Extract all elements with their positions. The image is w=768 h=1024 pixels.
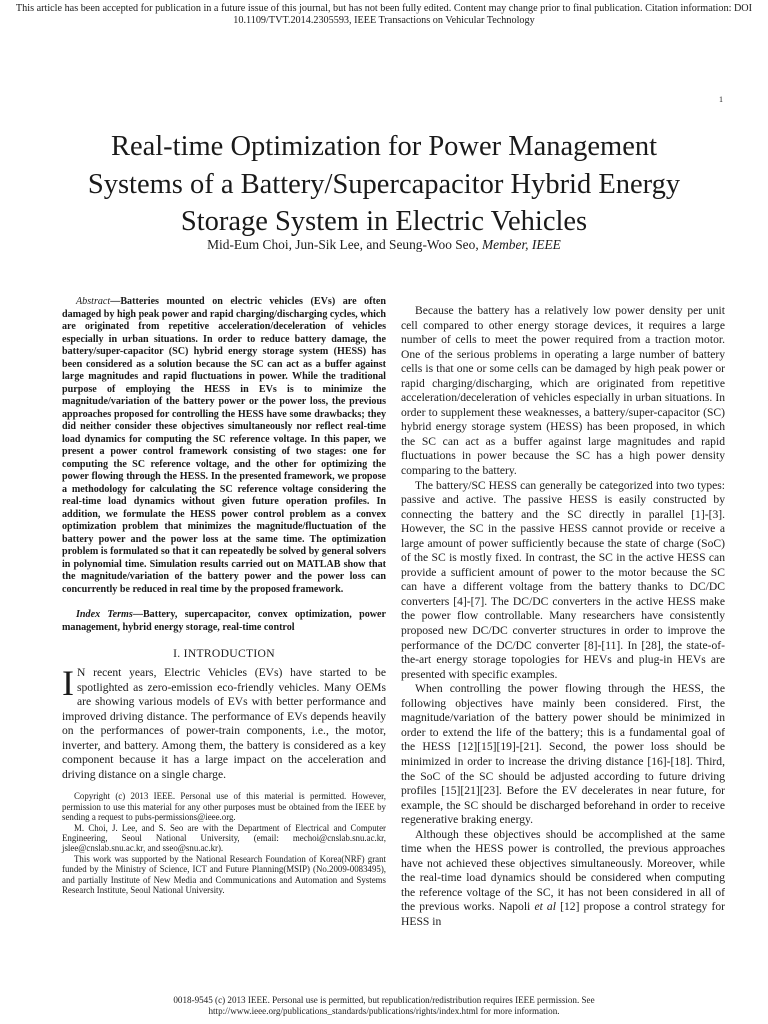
abstract-label: Abstract — [76, 296, 111, 307]
intro-paragraph-1-text: N recent years, Electric Vehicles (EVs) have started to be spotlighted as zero-emission eco-friendly vehicles. Many OEMs are showing various models of EVs with better performance and improved driving distance. The performance of EVs depends heavily on the performances of power-train components, i.e., the motor, inverter, and battery. Among them, the battery is considered as a key component because it has a large impact on the acceleration and driving distance on a single charge. — [62, 666, 386, 781]
right-column — [401, 304, 725, 930]
publication-banner — [8, 3, 760, 27]
footer-line-1: 0018-9545 (c) 2013 IEEE. Personal use is permitted, but republication/redistribution requires IEEE permission. See — [173, 995, 595, 1005]
author-list — [0, 236, 768, 253]
author-membership: Member, IEEE — [482, 237, 561, 252]
footer-line-2: http://www.ieee.org/publications_standards/publications/rights/index.html for more information. — [208, 1006, 560, 1016]
footnote-funding: This work was supported by the National Research Foundation of Korea(NRF) grant funded by the Ministry of Science, ICT and Future Planning(MSIP) (No.2009-0083495), and partially Institute of New Media and Communications and Automation and Systems Research Institute, Seoul National University. — [62, 853, 386, 896]
right-paragraph-4-post: [12] propose a control strategy for HESS in — [401, 900, 725, 928]
paper-title — [0, 128, 768, 241]
page-number: 1 — [719, 95, 723, 104]
right-paragraph-2: The battery/SC HESS can generally be categorized into two types: passive and active. The passive HESS is easily constructed by connecting the battery and the SC directly in parallel [1]-[3]. However, the SC in the passive HESS cannot provide or receive a large amount of power sufficiently because the state of charge (SoC) of the SC is mostly fixed. In contrast, the SC in the active HESS can provide a sufficient amount of power to the motor because the SC can have a different voltage from the battery thanks to DC/DC converters [4]-[7]. The DC/DC converters in the active HESS make the power flow controllable. Many researchers have consistently proposed new DC/DC converter structures in order to improve the performance of the DC/DC converter [8]-[11]. In [28], the state-of-the-art energy storage topologies for HEVs and plug-in HEVs are presented with specific examples. — [401, 478, 725, 681]
title-line-2: Systems of a Battery/Supercapacitor Hybrid Energy — [87, 168, 681, 200]
banner-line-2: 10.1109/TVT.2014.2305593, IEEE Transactions on Vehicular Technology — [233, 15, 535, 26]
title-line-3: Storage System in Electric Vehicles — [180, 206, 588, 237]
index-terms-label: Index Terms — [76, 609, 133, 620]
intro-paragraph-1 — [62, 663, 386, 782]
abstract-text: —Batteries mounted on electric vehicles (EVs) are often damaged by high peak power and rapid charging/discharging cycles, which are originated from repetitive acceleration/deceleration of vehicles especially in urban situations. In order to reduce battery damage, the battery/super-capacitor (SC) hybrid energy storage system (HESS) has been considered as a solution because the SC can act as a buffer against large magnitudes and rapid fluctuations in power. While the traditional purpose of employing the HESS in EVs is to minimize the magnitude/variation of the battery power or the power loss, the previous approaches proposed for controlling the HESS have some drawbacks; they did neither consider these objectives simultaneously nor reflect real-time load dynamics for computing the SC reference voltage. In this paper, we present a power control framework consisting of two stages: one for computing the SC reference voltage, and the other for optimizing the power flowing through the HESS. In the presented framework, we propose a methodology for calculating the SC reference voltage considering the real-time load dynamics without given future operation profiles. In addition, we formulate the HESS power control problem as a convex optimization problem that minimizes the magnitude/fluctuation of the battery power and the power loss at the same time. The optimization problem is formulated so that it can repeatedly be solved by general solvers in polynomial time. Simulation results carried out on MATLAB show that the magnitude/variation of the battery power and the power loss can concurrently be reduced in real time by the proposed framework. — [62, 296, 386, 595]
right-paragraph-1: Because the battery has a relatively low power density per unit cell compared to other energy storage devices, it requires a large number of cells to meet the power required from a traction motor. One of the serious problems in operating a large number of battery cells is that one or some cells can be damaged by high peak power or rapid charging/discharging, which are originated from repetitive acceleration/deceleration of vehicles especially in urban situations. In order to supplement these weaknesses, a battery/super-capacitor (SC) hybrid energy storage system (HESS) has been proposed, in which the SC can act as a buffer against large magnitudes and rapid fluctuations in power because the SC has a high power density comparing to the battery. — [401, 304, 725, 478]
right-paragraph-4-em: et al — [534, 900, 556, 914]
abstract — [62, 296, 386, 596]
index-terms — [62, 609, 386, 634]
left-column — [62, 296, 386, 895]
page-footer — [0, 995, 768, 1017]
footnote-affiliation: M. Choi, J. Lee, and S. Seo are with the Department of Electrical and Computer Engineering, Seoul National University, (email: mechoi@cnslab.snu.ac.kr, jslee@cnslab.snu.ac.kr, and sseo@snu.ac.kr). — [62, 822, 386, 854]
right-paragraph-4 — [401, 828, 725, 930]
title-line-1: Real-time Optimization for Power Management — [110, 131, 658, 162]
footnote-copyright: Copyright (c) 2013 IEEE. Personal use of this material is permitted. However, permission to use this material for any other purposes must be obtained from the IEEE by sending a request to pubs-permissions@ieee.org. — [62, 791, 386, 823]
index-terms-text: —Battery, supercapacitor, convex optimization, power management, hybrid energy storage, real-time control — [62, 609, 386, 633]
author-names: Mid-Eum Choi, Jun-Sik Lee, and Seung-Woo Seo, — [207, 237, 479, 252]
right-paragraph-4-pre: Although these objectives should be accomplished at the same time when the HESS power is controlled, the previous approaches have not achieved these objectives simultaneously. Moreover, while the real-time load dynamics should be considered when computing the reference voltage of the SC, it has not been considered in all of the previous works. Napoli — [401, 827, 725, 914]
footnotes — [62, 791, 386, 895]
right-paragraph-3: When controlling the power flowing through the HESS, the following objectives have mainly been considered. First, the magnitude/variation of the battery power should be minimized in order to extend the life of the battery; this is a fundamental goal of the HESS [12][15][19]-[21]. Second, the power loss should be minimized in order to increase the driving distance [16]-[18]. Third, the SoC of the SC should be adjusted according to future driving profiles [15][21][23]. Before the EV decelerates in near future, for example, the SC should be discharged beforehand in order to receive regenerative braking energy. — [401, 682, 725, 827]
section-heading-introduction: I. INTRODUCTION — [173, 647, 275, 660]
banner-line-1: This article has been accepted for publication in a future issue of this journal, but has not been fully edited. Content may change prior to final publication. Citation information: DOI — [15, 3, 753, 14]
drop-cap: I — [62, 663, 74, 703]
